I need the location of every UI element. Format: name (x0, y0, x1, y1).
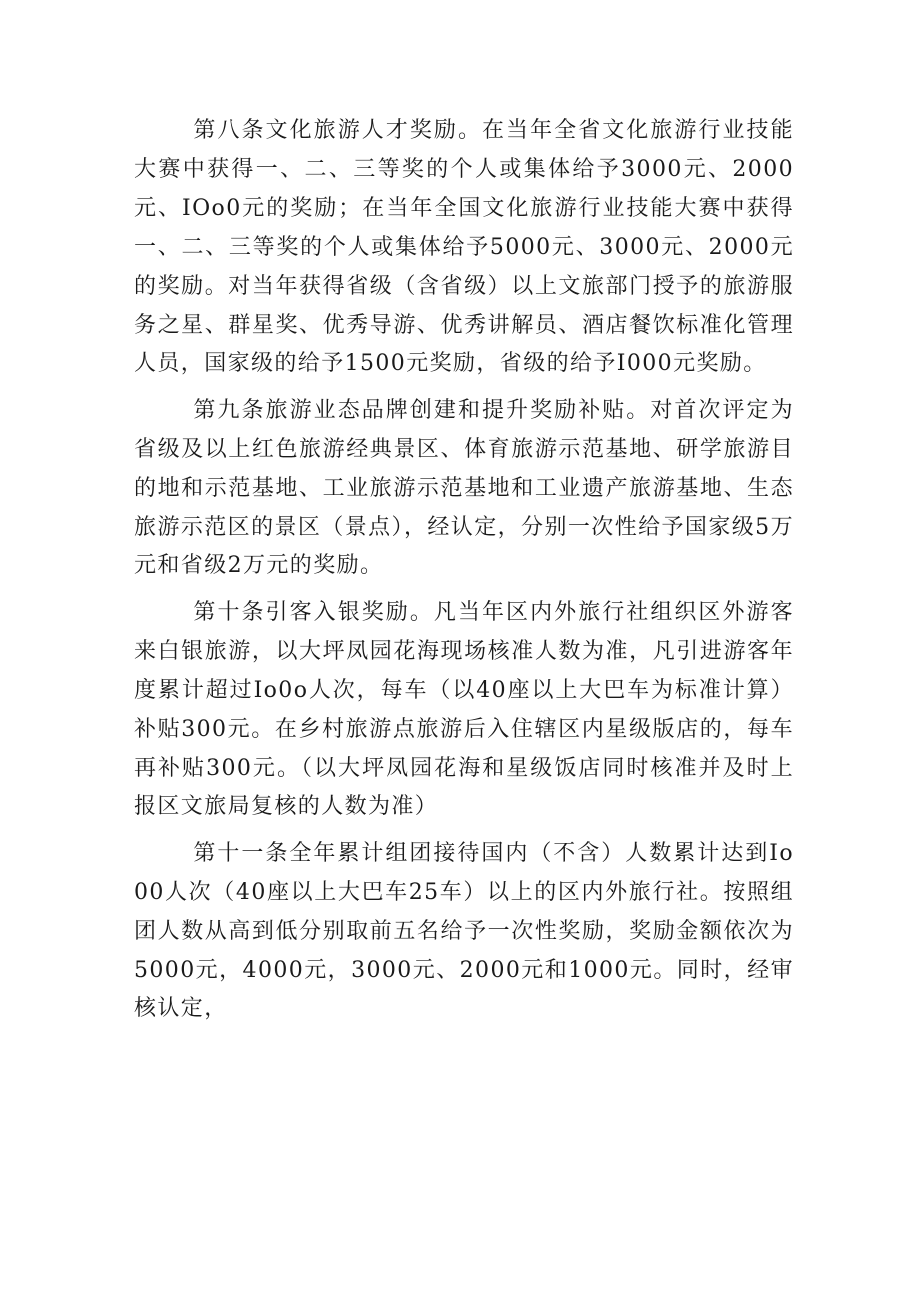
article-10-paragraph: 第十条引客入银奖励。凡当年区内外旅行社组织区外游客来白银旅游，以大坪凤园花海现场核准人数为准，凡引进游客年度累计超过Io0o人次，每车（以40座以上大巴车为标准计算）补贴300元。在乡村旅游点旅游后入住辖区内星级版店的，每车再补贴300元。（以大坪凤园花海和星级饭店同时核准并及时上报区文旅局复核的人数为准） (134, 599, 794, 820)
article-9-paragraph: 第九条旅游业态品牌创建和提升奖励补贴。对首次评定为省级及以上红色旅游经典景区、体育旅游示范基地、研学旅游目的地和示范基地、工业旅游示范基地和工业遗产旅游基地、生态旅游示范区的景区（景点），经认定，分别一次性给予国家级5万元和省级2万元的奖励。 (134, 397, 794, 579)
article-8-paragraph: 第八条文化旅游人才奖励。在当年全省文化旅游行业技能大赛中获得一、二、三等奖的个人或集体给予3000元、2000元、IOo0元的奖励；在当年全国文化旅游行业技能大赛中获得一、二、三等奖的个人或集体给予5000元、3000元、2000元的奖励。对当年获得省级（含省级）以上文旅部门授予的旅游服务之星、群星奖、优秀导游、优秀讲解员、酒店餐饮标准化管理人员，国家级的给予1500元奖励，省级的给予I000元奖励。 (134, 118, 794, 377)
article-11-paragraph: 第十一条全年累计组团接待国内（不含）人数累计达到Io00人次（40座以上大巴车25车）以上的区内外旅行社。按照组团人数从高到低分别取前五名给予一次性奖励，奖励金额依次为5000元，4000元，3000元、2000元和1000元。同时，经审核认定， (134, 840, 794, 1022)
document-body (134, 112, 794, 1037)
